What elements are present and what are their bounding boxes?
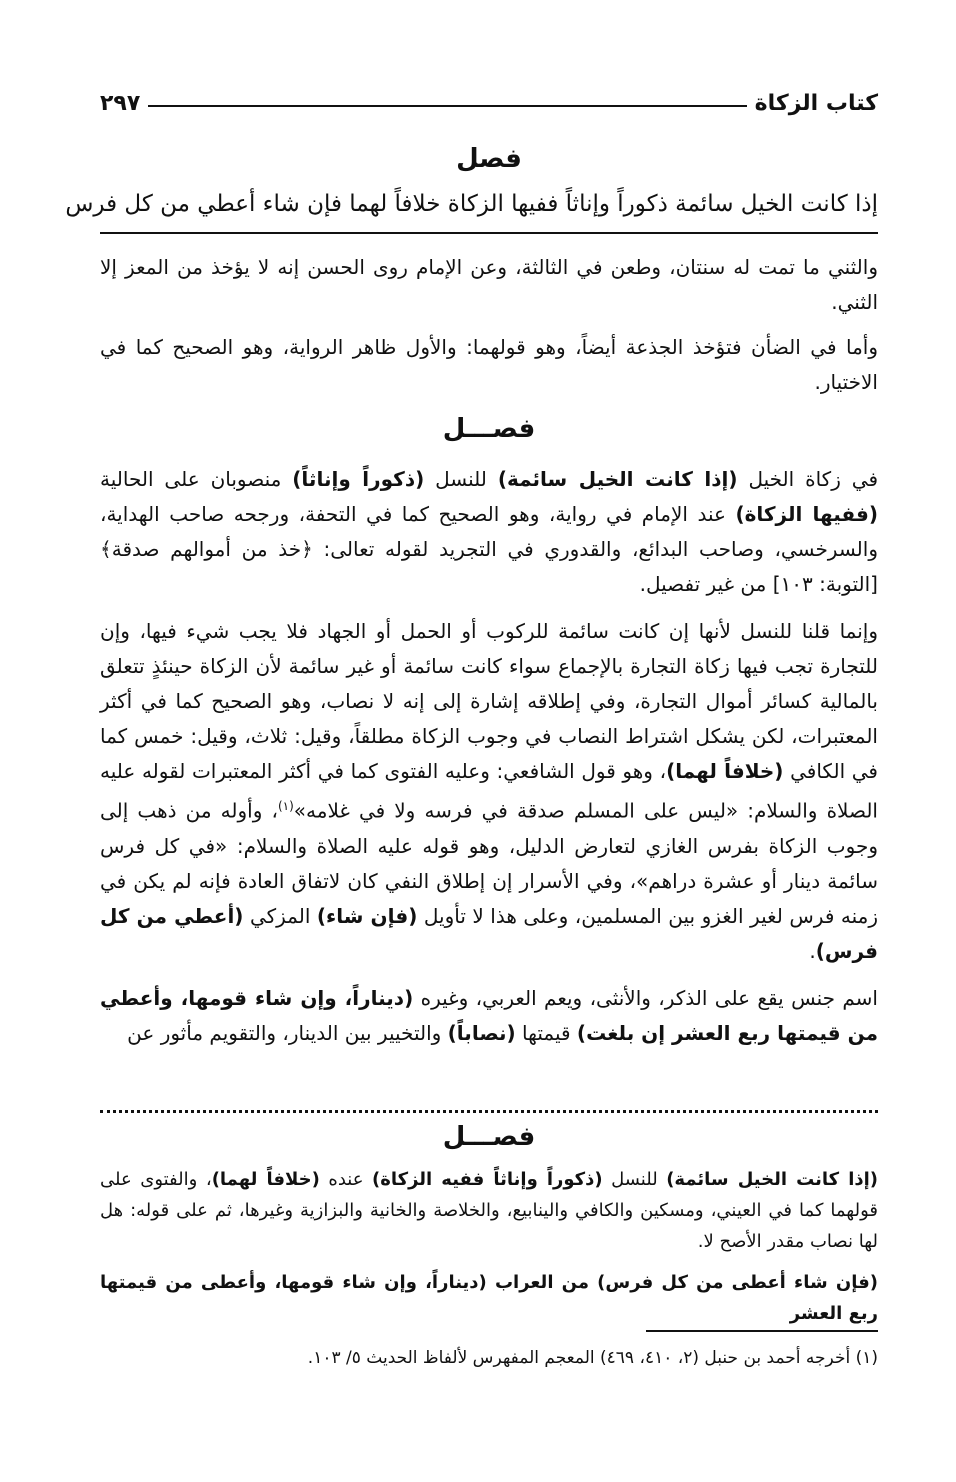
quoted-matn: (نصاباً): [447, 1020, 516, 1045]
footnote-ref: (١): [277, 799, 294, 813]
commentary-paragraph-nasl: [100, 614, 878, 969]
footnote: (١) أخرجه أحمد بن حنبل (٢، ٤١٠، ٤٦٩) المعجم المفهرس لألفاظ الحديث ٥/ ١٠٣.: [307, 1348, 878, 1368]
quoted-matn: (إذا كانت الخيل سائمة): [497, 467, 738, 491]
text-run: ، وهو قول الشافعي: وعليه الفتوى كما في أكثر المعتبرات لقوله عليه الصلاة والسلام: «ليس على المسلم صدقة في فرسه ولا في غلامه»: [100, 759, 878, 823]
running-header: [100, 86, 878, 120]
quoted-matn: (فإن شاء): [316, 903, 418, 928]
quoted-matn: (أعطي من كل فرس): [100, 903, 878, 963]
quoted-matn: (ذكوراً وإناثاً ففيه الزكاة): [372, 1169, 603, 1190]
commentary-paragraph-zakat-khayl: [100, 462, 878, 602]
matn-heading: فصل: [456, 144, 522, 174]
text-run: في زكاة الخيل: [737, 467, 879, 491]
text-run: .: [809, 938, 816, 963]
commentary-paragraph: [100, 1164, 878, 1257]
text-run: منصوبان على الحالية: [100, 467, 293, 491]
text-run: ، وأوله من ذهب إلى وجوب الزكاة بفرس الغازي لتعارض الدليل، وهو قوله عليه الصلاة والسلام: «في كل فرس سائمة دينار أو عشرة دراهم»، وفي الأسرار إن إطلاق النفي كان لاتفاق العادة فإنه لم يكن في زمنه فرس لغير الغزو بين المسلمين، وعلى هذا لا تأويل: [100, 798, 879, 928]
book-title: كتاب الزكاة: [754, 90, 878, 116]
section-heading: فصـــل: [442, 414, 536, 444]
section-heading-2: فصـــل: [442, 1122, 536, 1152]
commentary-paragraph-ism-jins: [100, 981, 878, 1051]
page-number: ٢٩٧: [100, 90, 141, 116]
quoted-matn: (ديناراً، وإن شاء قومها، وأعطي من قيمتها ربع العشر إن بلغت): [100, 985, 878, 1045]
text-run: للنسل: [602, 1169, 667, 1190]
text-run: للنسل: [424, 467, 498, 491]
matn-divider: [100, 232, 878, 234]
text-run: ، والفتوى على قولهما كما في العيني، ومسكين والكافي والينابيع، والخلاصة والخانية والبزازية وغيرها، ثم على قوله: هل لها نصاب مقدر الأصح لا.: [100, 1169, 878, 1252]
text-run: قيمتها: [515, 1020, 577, 1045]
commentary-paragraph: وأما في الضأن فتؤخذ الجذعة أيضاً، وهو قولهما: والأول ظاهر الرواية، وهو الصحيح كما في الاختيار.: [100, 335, 878, 394]
dotted-separator: [100, 1110, 878, 1113]
text-run: عنده: [319, 1169, 372, 1190]
text-run: وإنما قلنا للنسل لأنها إن كانت سائمة للركوب أو الحمل أو الجهاد فلا يجب شيء فيها، وإن للتجارة تجب فيها زكاة التجارة بالإجماع سواء كانت سائمة أو غير سائمة لأن الزكاة حينئذٍ تتعلق بالمالية كسائر أموال التجارة، وفي إطلاقه إشارة إلى إنه لا نصاب، وهو الصحيح كما في أكثر المعتبرات، لكن يشكل اشتراط النصاب في وجوب الزكاة مطلقاً، وقيل: ثلاث، وقيل: خمس كما في الكافي: [100, 619, 878, 783]
commentary-block-1: [100, 250, 878, 400]
quoted-matn: (ذكوراً وإناثاً): [292, 467, 425, 491]
quoted-matn: (ففيها الزكاة): [735, 502, 878, 526]
text-run: والتخيير بين الدينار، والتقويم مأثور عن: [127, 1020, 448, 1045]
commentary-block-2: [100, 462, 878, 1051]
footnote-rule: [646, 1330, 878, 1332]
quoted-matn: (خلافاً لهما): [211, 1169, 320, 1190]
quoted-matn: (خلافاً لهما): [666, 759, 784, 783]
text-run: اسم جنس يقع على الذكر، والأنثى، ويعم العربي، وغيره: [413, 985, 878, 1010]
commentary-block-3: [100, 1164, 878, 1329]
commentary-paragraph: والثني ما تمت له سنتان، وطعن في الثالثة، وعن الإمام روى الحسن إنه لا يؤخذ من المعز إلا الثني.: [100, 255, 878, 314]
matn-text: إذا كانت الخيل سائمة ذكوراً وإناثاً ففيها الزكاة خلافاً لهما فإن شاء أعطي من كل فرس: [65, 191, 878, 217]
text-run: المزكي: [243, 903, 317, 928]
quoted-matn: (إذا كانت الخيل سائمة): [666, 1169, 879, 1190]
header-rule: [148, 105, 746, 107]
text-run: عند الإمام في رواية، وهو الصحيح كما في التحفة، ورجحه صاحب الهداية، والسرخسي، وصاحب البدائع، والقدوري في التجريد لقوله تعالى: ﴿خذ من أموالهم صدقة﴾ [التوبة: ١٠٣] من غير تفصيل.: [100, 502, 878, 596]
commentary-paragraph: (فإن شاء أعطى من كل فرس) من العراب (ديناراً، وإن شاء قومها، وأعطى من قيمتها ربع العشر: [100, 1272, 878, 1324]
